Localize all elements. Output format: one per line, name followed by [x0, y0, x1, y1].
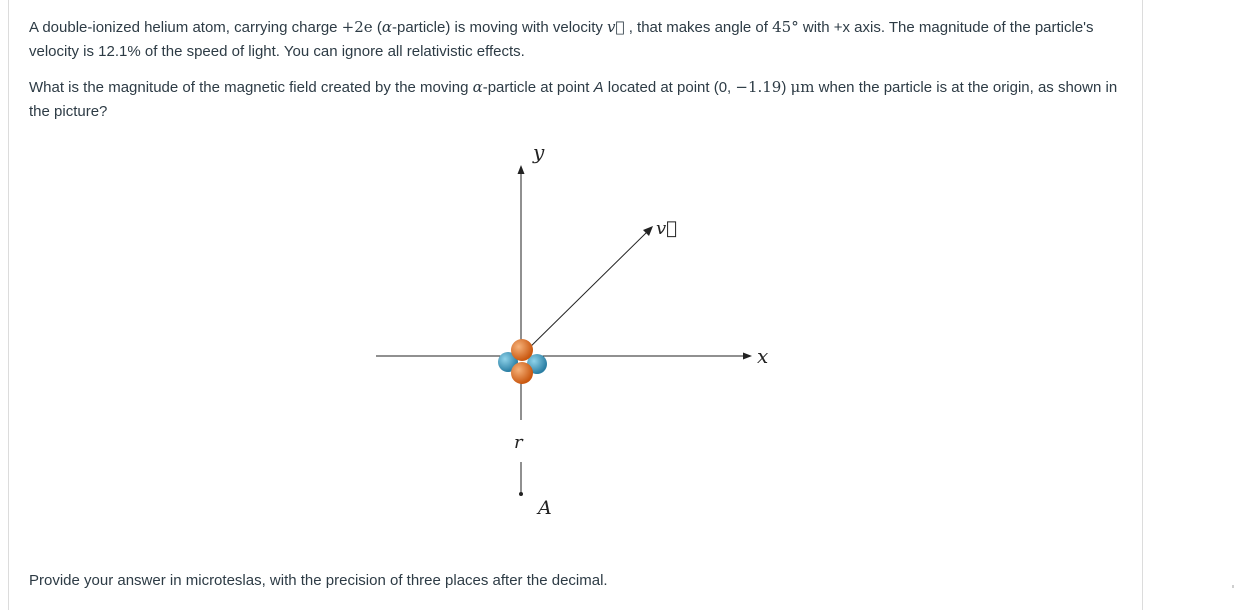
point-a-dot — [519, 492, 523, 496]
velocity-vector — [521, 231, 648, 356]
proton-bottom — [511, 362, 533, 384]
point-a-label: A — [538, 497, 552, 519]
velocity-label: v⃗ — [656, 218, 677, 239]
x-axis-arrowhead — [743, 353, 752, 360]
question-paragraph-1: A double-ionized helium atom, carrying charge +2e (α-particle) is moving with velocity v⃗ , that makes angle of 45° with +x axis. The magnitude of the particle's velocity is 12.1% of the speed of light. You can ignore all relativistic effects. — [29, 18, 1094, 60]
x-axis-label: x — [757, 344, 769, 368]
y-axis-arrowhead — [518, 165, 525, 174]
answer-instructions: Provide your answer in microteslas, with the precision of three places after the decimal. — [29, 572, 608, 589]
y-axis-label: y — [533, 140, 545, 164]
r-label: r — [514, 432, 523, 453]
alpha-particle — [498, 339, 547, 384]
question-paragraph-2: What is the magnitude of the magnetic field created by the moving α-particle at point A located at point (0, −1.19) μm when the particle is at the origin, as shown in the picture? — [29, 78, 1118, 120]
proton-top — [511, 339, 533, 361]
edge-mark — [1232, 585, 1234, 588]
